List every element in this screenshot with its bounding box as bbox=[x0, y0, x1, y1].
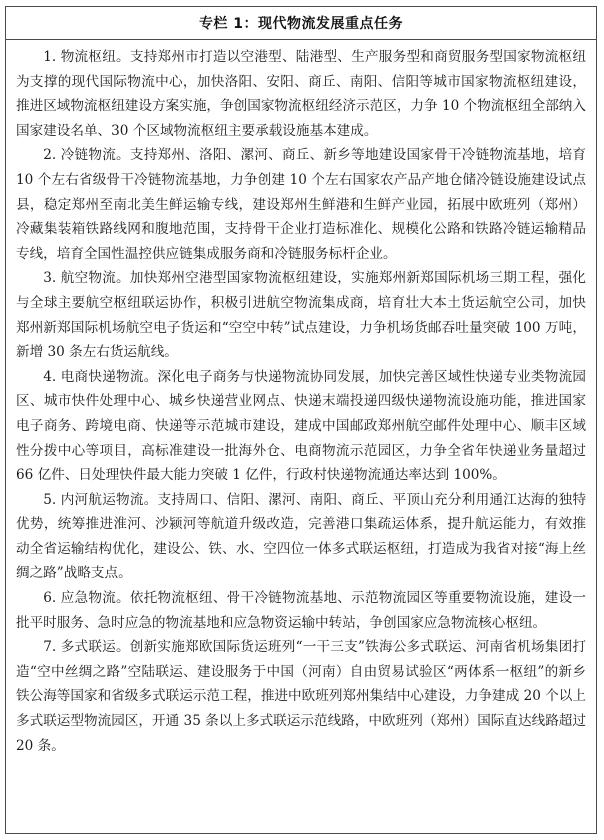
task-emergency-logistics: 6. 应急物流。依托物流枢纽、骨干冷链物流基地、示范物流园区等重要物流设施，建设一批平时服务、急时应急的物流基地和应急物资运输中转站，争创国家应急物流核心枢纽。 bbox=[16, 590, 586, 631]
task-inland-shipping: 5. 内河航运物流。支持周口、信阳、漯河、南阳、商丘、平顶山充分利用通江达海的独特优势，统筹推进淮河、沙颍河等航道升级改造，完善港口集疏运体系，提升航运能力，有效推动全省运输结构优化，建设公、铁、水、空四位一体多式联运枢纽，打造成为我省对接“海上丝绸之路”战略支点。 bbox=[16, 491, 586, 582]
panel-body bbox=[6, 40, 596, 758]
task-panel bbox=[5, 6, 597, 834]
task-multimodal-transport: 7. 多式联运。创新实施郑欧国际货运班列“一干三支”铁海公多式联运、河南省机场集团打造“空中丝绸之路”空陆联运、建设服务于中国（河南）自由贸易试验区“两体系一枢纽”的新乡铁公海等国家和省级多式联运示范工程，推进中欧班列郑州集结中心建设，力争建成 20 个以上多式联运型物流园区，开通 35 条以上多式联运示范线路，中欧班列（郑州）国际直达线路超过 20 条。 bbox=[16, 639, 586, 754]
task-ecommerce-express: 4. 电商快递物流。深化电子商务与快递物流协同发展，加快完善区域性快递专业类物流园区、城市快件处理中心、城乡快递营业网点、快递末端投递四级快递物流设施功能，推进国家电子商务、跨境电商、快递等示范城市建设，建成中国邮政郑州航空邮件处理中心、顺丰区域性分拨中心等项目，高标准建设一批海外仓、电商物流示范园区，力争全省年快递业务量超过 66 亿件、日处理快件最大能力突破 1 亿件，行政村快递物流通达率达到 100%。 bbox=[16, 368, 586, 484]
task-cold-chain: 2. 冷链物流。支持郑州、洛阳、漯河、商丘、新乡等地建设国家骨干冷链物流基地，培育 10 个左右省级骨干冷链物流基地，力争创建 10 个左右国家农产品产地仓储冷链设施建设试点县，稳定郑州至南北美生鲜运输专线，建设郑州生鲜港和生鲜产业园，拓展中欧班列（郑州）冷藏集装箱铁路线网和腹地范围，支持骨干企业打造标准化、规模化公路和铁路冷链运输精品专线，培育全国性温控供应链集成服务商和冷链服务标杆企业。 bbox=[16, 147, 586, 262]
task-air-logistics: 3. 航空物流。加快郑州空港型国家物流枢纽建设，实施郑州新郑国际机场三期工程，强化与全球主要航空枢纽联运协作，积极引进航空物流集成商，培育壮大本土货运航空公司，加快郑州新郑国际机场航空电子货运和“空空中转”试点建设，力争机场货邮吞吐量突破 100 万吨，新增 30 条左右货运航线。 bbox=[16, 270, 586, 361]
task-logistics-hub: 1. 物流枢纽。支持郑州市打造以空港型、陆港型、生产服务型和商贸服务型国家物流枢纽为支撑的现代国际物流中心，加快洛阳、安阳、商丘、南阳、信阳等城市国家物流枢纽建设，推进区域物流枢纽建设方案实施，争创国家物流枢纽经济示范区，力争 10 个物流枢纽全部纳入国家建设名单、30 个区域物流枢纽主要承载设施基本建成。 bbox=[16, 49, 586, 139]
panel-header bbox=[6, 7, 596, 40]
panel-title: 专栏 1：现代物流发展重点任务 bbox=[198, 16, 404, 32]
